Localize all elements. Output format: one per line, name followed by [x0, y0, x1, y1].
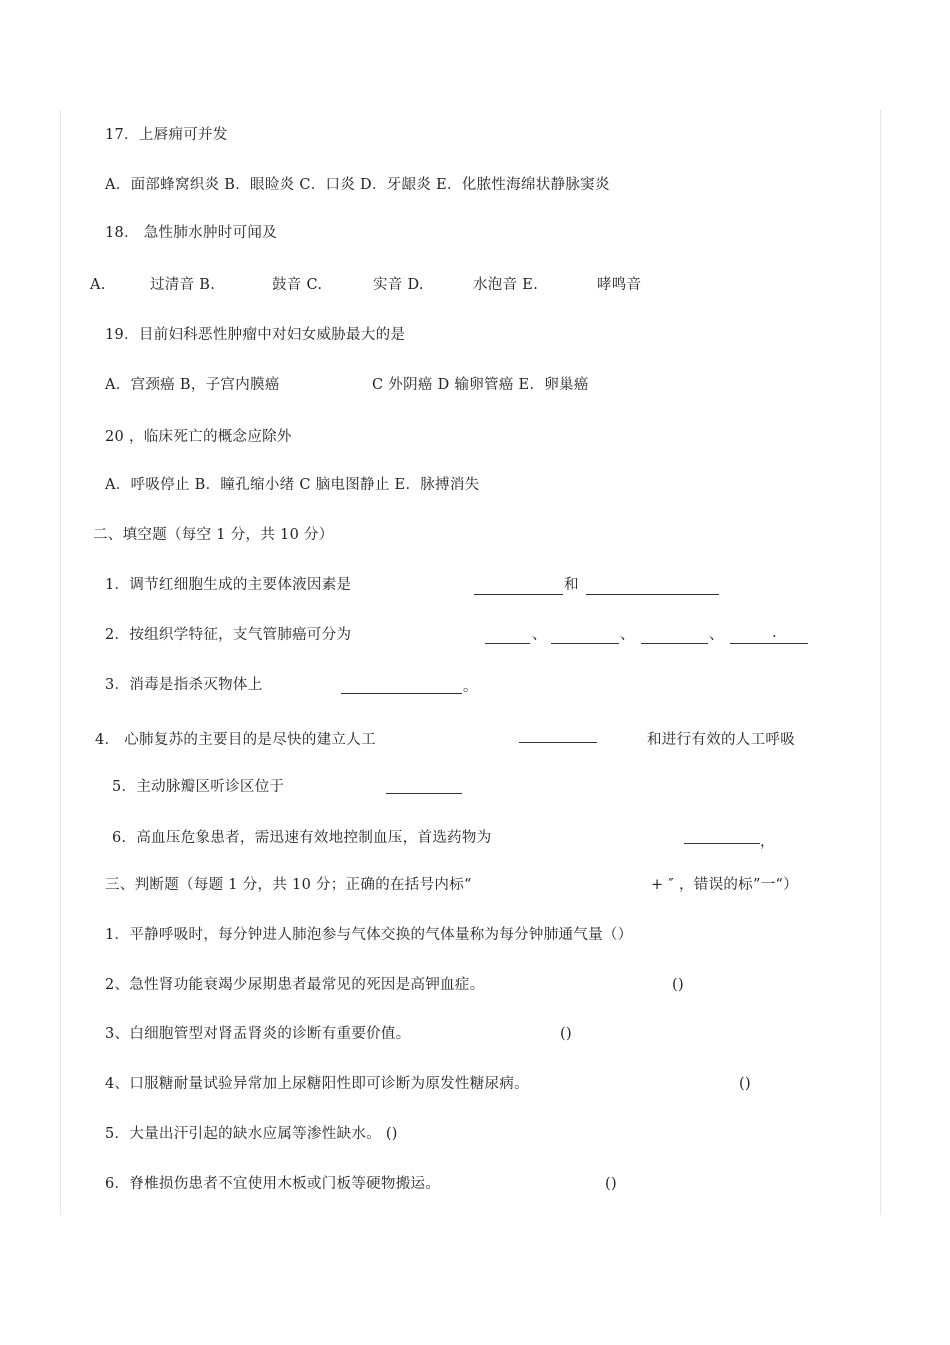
question-18-option-a-label: A. [90, 277, 106, 293]
page-border-left [60, 110, 61, 1215]
question-19-options-a: A．宫颈癌 B，子宫内膜癌 [105, 377, 280, 393]
fill-3-blank[interactable] [341, 693, 462, 694]
judge-4-text: 4、口服糖耐量试验异常加上尿糖阳性即可诊断为原发性糖尿病。 [105, 1076, 529, 1092]
question-18-stem: 18． 急性肺水肿时可闻及 [105, 225, 277, 241]
judge-5-text: 5．大量出汗引起的缺水应属等渗性缺水。 () [105, 1126, 398, 1142]
fill-6-end: ， [760, 834, 775, 850]
judge-4-paren[interactable]: () [739, 1076, 751, 1092]
fill-2-sep-3: 、 [709, 627, 724, 643]
fill-1-and: 和 [564, 577, 579, 593]
fill-1-text: 1．调节红细胞生成的主要体液因素是 [105, 577, 352, 593]
fill-1-blank-1[interactable] [474, 594, 563, 595]
question-17-options: A．面部蜂窝织炎 B．眼睑炎 C．口炎 D．牙龈炎 E．化脓性海绵状静脉窦炎 [105, 177, 610, 193]
section-2-title: 二、填空题（每空 1 分，共 10 分） [93, 527, 334, 543]
judge-3-paren[interactable]: () [560, 1026, 572, 1042]
question-20-options: A．呼吸停止 B．瞳孔缩小绪 C 脑电图静止 E．脉搏消失 [105, 477, 480, 493]
judge-6-paren[interactable]: () [605, 1176, 617, 1192]
fill-5-text: 5．主动脉瓣区听诊区位于 [112, 779, 285, 795]
question-18-option-c: 实音 D. [373, 277, 424, 293]
fill-3-text: 3．消毒是指杀灭物体上 [105, 677, 263, 693]
fill-1-blank-2[interactable] [586, 594, 719, 595]
fill-2-blank-3[interactable] [641, 643, 708, 644]
fill-5-blank[interactable] [386, 793, 462, 794]
fill-2-sep-2: 、 [620, 627, 635, 643]
judge-2-paren[interactable]: () [672, 977, 684, 993]
question-18-option-a: 过清音 B. [150, 277, 216, 293]
fill-2-text: 2．按组织学特征，支气管肺癌可分为 [105, 627, 352, 643]
judge-1-text: 1．平静呼吸时，每分钟进人肺泡参与气体交换的气体量称为每分钟肺通气量（） [105, 927, 633, 943]
fill-4-text: 4． 心肺复苏的主要目的是尽快的建立人工 [95, 732, 376, 748]
fill-6-text: 6．高血压危象患者，需迅速有效地控制血压，首选药物为 [112, 830, 492, 846]
section-3-title-a: 三、判断题（每题 1 分，共 10 分；正确的在括号内标“ [105, 877, 472, 893]
question-18-option-b: 鼓音 C. [272, 277, 323, 293]
fill-2-end: . [772, 625, 777, 641]
fill-2-blank-2[interactable] [551, 643, 619, 644]
judge-3-text: 3、白细胞管型对肾盂肾炎的诊断有重要价值。 [105, 1026, 411, 1042]
fill-2-blank-4[interactable] [730, 643, 808, 644]
page-border-right [880, 110, 881, 1215]
question-18-option-e: 哮鸣音 [597, 277, 642, 293]
question-17-stem: 17．上唇痈可并发 [105, 127, 228, 143]
judge-2-text: 2、急性肾功能衰竭少尿期患者最常见的死因是高钾血症。 [105, 977, 485, 993]
fill-4-tail: 和进行有效的人工呼吸 [647, 732, 795, 748]
question-19-options-b: C 外阴癌 D 输卵管癌 E．卵巢癌 [372, 377, 589, 393]
question-20-stem: 20 ，临床死亡的概念应除外 [105, 429, 292, 445]
judge-6-text: 6．脊椎损伤患者不宜使用木板或门板等硬物搬运。 [105, 1176, 441, 1192]
fill-2-blank-1[interactable] [485, 643, 530, 644]
fill-6-blank[interactable] [684, 843, 760, 844]
question-19-stem: 19．目前妇科恶性肿瘤中对妇女威胁最大的是 [105, 327, 406, 343]
question-18-option-d: 水泡音 E. [473, 277, 539, 293]
fill-3-end: 。 [463, 679, 478, 695]
fill-2-sep-1: 、 [532, 627, 547, 643]
fill-4-blank[interactable] [519, 742, 597, 743]
section-3-title-b: + ″ ，错误的标”一“） [651, 877, 799, 893]
